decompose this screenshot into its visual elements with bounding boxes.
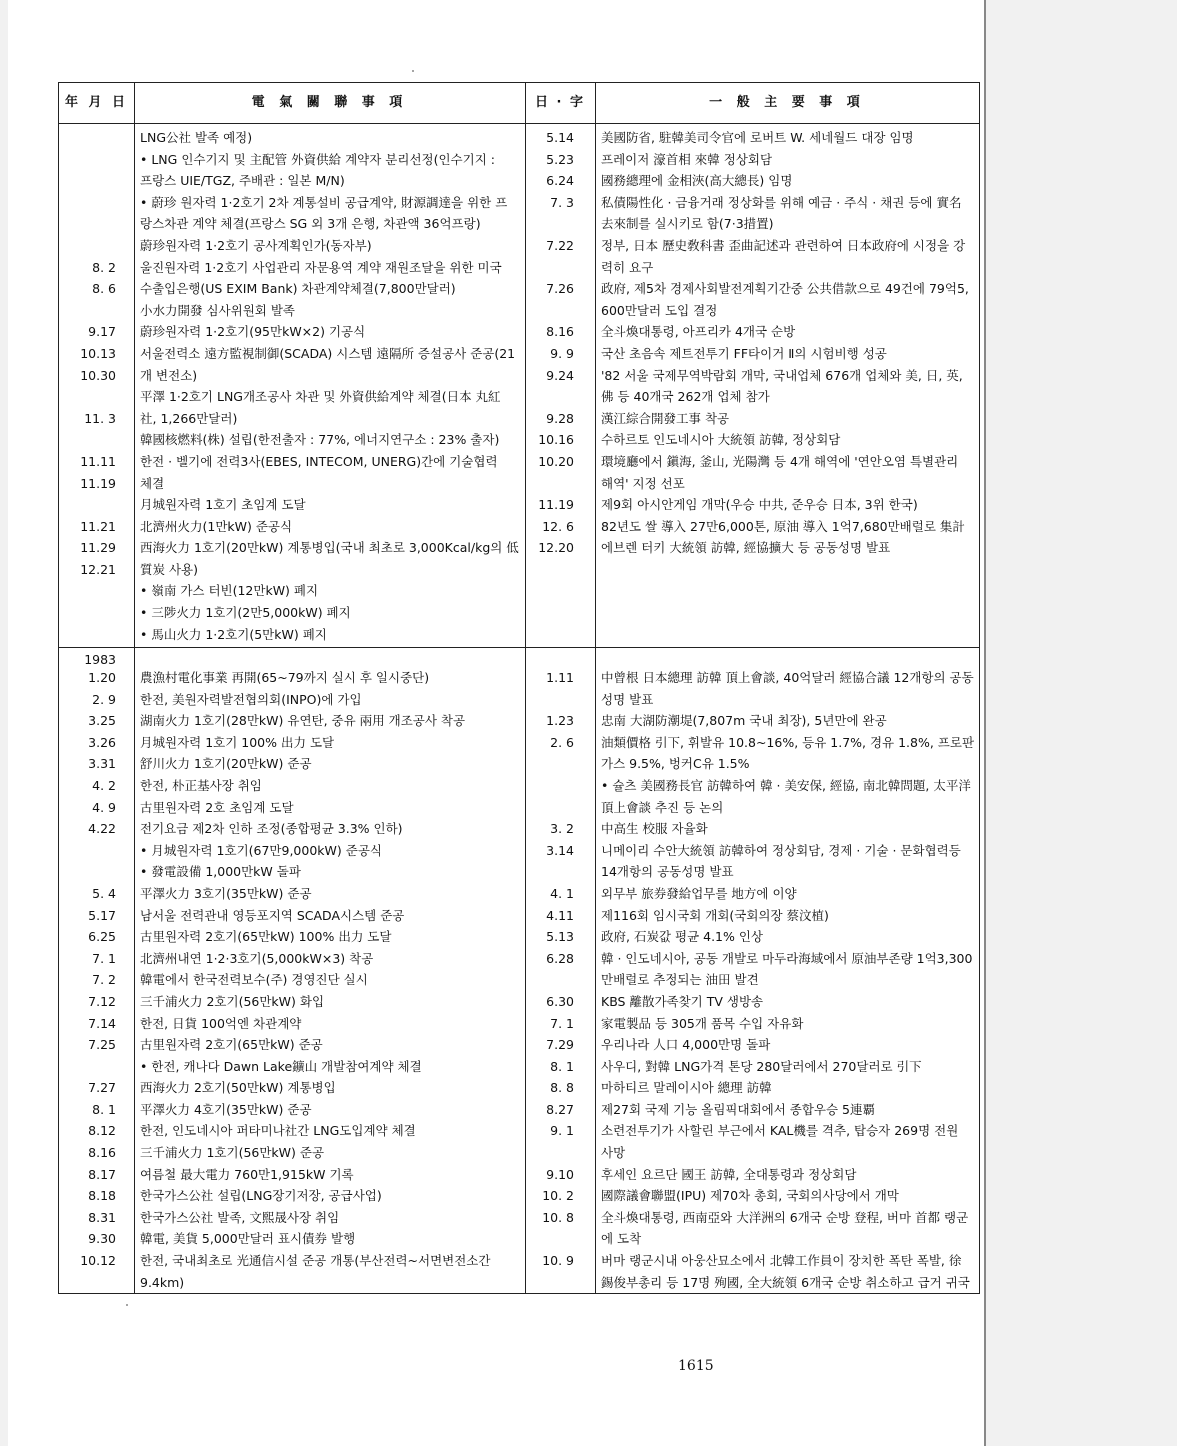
- text-line: 8. 1: [550, 1058, 574, 1074]
- text-line: 에 도착: [601, 1231, 642, 1247]
- text-line: [59, 149, 116, 171]
- text-line: [525, 386, 574, 408]
- section2-general-events: [601, 667, 979, 1293]
- text-line: 7.27: [88, 1080, 116, 1096]
- text-line: 北濟州내연 1·2·3호기(5,000kW×3) 착공: [140, 950, 374, 966]
- text-line: 3.26: [88, 734, 116, 750]
- text-line: 에브렌 터키 大統領 訪韓, 經協擴大 등 공동성명 발표: [601, 540, 891, 556]
- text-line: 9.10: [546, 1166, 574, 1182]
- text-line: 北濟州火力(1만kW) 준공식: [140, 518, 293, 534]
- text-line: 9. 9: [550, 345, 574, 361]
- text-line: 去來制를 실시키로 함(7·3措置): [601, 216, 774, 232]
- text-line: 國務總理에 金相浹(高大總長) 임명: [601, 173, 793, 189]
- text-line: 가스 9.5%, 벙커C유 1.5%: [601, 756, 750, 772]
- text-line: 5.14: [546, 130, 574, 145]
- text-line: 小水力開發 심사위원회 발족: [140, 302, 295, 318]
- text-line: [525, 1142, 574, 1164]
- text-line: 西海火力 2호기(50만kW) 계통병입: [140, 1080, 336, 1096]
- text-line: 여름철 最大電力 760만1,915kW 기록: [140, 1166, 354, 1182]
- text-line: 한국가스公社 설립(LNG장기저장, 공급사업): [140, 1188, 382, 1204]
- text-line: 8.31: [88, 1209, 116, 1225]
- text-line: 2. 6: [550, 734, 574, 750]
- text-line: 佛 등 40개국 262개 업체 참가: [601, 389, 770, 405]
- text-line: [59, 300, 116, 322]
- text-line: 9. 1: [550, 1123, 574, 1139]
- text-line: [59, 1272, 116, 1294]
- text-line: 11.29: [80, 540, 116, 556]
- text-line: 8.12: [88, 1123, 116, 1139]
- text-line: 4. 1: [550, 885, 574, 901]
- text-line: 7.22: [546, 237, 574, 253]
- text-line: [59, 213, 116, 235]
- text-line: 忠南 大湖防潮堤(7,807m 국내 최장), 5년만에 완공: [601, 713, 887, 729]
- text-line: 프레이저 濠首相 來韓 정상회담: [601, 151, 773, 167]
- text-line: 프랑스 UIE/TGZ, 주배관 : 일본 M/N): [140, 173, 345, 189]
- text-line: 7. 1: [92, 950, 116, 966]
- text-line: 政府, 제5차 경제사회발전계획기간중 公共借款으로 49건에 79억5,: [601, 281, 969, 297]
- text-line: 4. 2: [92, 777, 116, 793]
- text-line: 古里원자력 2호기(65만kW) 100% 出力 도달: [140, 929, 392, 945]
- text-line: 古里원자력 2호 초임계 도달: [140, 799, 294, 815]
- text-line: 三千浦火力 1호기(56만kW) 준공: [140, 1145, 325, 1161]
- text-line: 7.26: [546, 281, 574, 297]
- text-line: 西海火力 1호기(20만kW) 계통병입(국내 최초로 3,000Kcal/kg의 低: [140, 540, 519, 556]
- text-line: [525, 753, 574, 775]
- text-line: 8.16: [88, 1145, 116, 1161]
- text-line: 만배럴로 추정되는 油田 발견: [601, 972, 759, 988]
- text-line: [525, 1228, 574, 1250]
- text-line: 랑스차관 계약 체결(프랑스 SG 외 3개 은행, 차관액 36억프랑): [140, 216, 481, 232]
- section2-electric-events: [140, 667, 525, 1293]
- text-line: 韓電, 美貨 5,000만달러 표시債券 발행: [140, 1231, 356, 1247]
- text-line: 마하티르 말레이시아 總理 訪韓: [601, 1080, 772, 1096]
- text-line: 10.12: [80, 1253, 116, 1269]
- text-line: 12.21: [80, 561, 116, 577]
- text-line: 8.17: [88, 1166, 116, 1182]
- text-line: [59, 840, 116, 862]
- text-line: 7. 1: [550, 1015, 574, 1031]
- text-line: • 發電設備 1,000만kW 돌파: [140, 864, 301, 880]
- text-line: 8. 2: [92, 259, 116, 275]
- text-line: • 馬山火力 1·2호기(5만kW) 폐지: [140, 626, 327, 642]
- text-line: 3. 2: [550, 821, 574, 837]
- text-line: 사망: [601, 1145, 626, 1161]
- text-line: 개 변전소): [140, 367, 198, 383]
- text-line: 한국가스公社 발족, 文熙晟사장 취임: [140, 1209, 340, 1225]
- text-line: 체결: [140, 475, 165, 491]
- text-line: 9.4km): [140, 1274, 185, 1290]
- text-line: [59, 602, 116, 624]
- text-line: • 한전, 캐나다 Dawn Lake鑛山 개발참여계약 체결: [140, 1058, 422, 1074]
- text-line: 4. 9: [92, 799, 116, 815]
- text-line: 전기요금 제2차 인하 조정(종합평균 3.3% 인하): [140, 821, 403, 837]
- text-line: 력히 요구: [601, 259, 654, 275]
- text-line: 제27회 국제 기능 올림픽대회에서 종합우승 5連覇: [601, 1101, 876, 1117]
- page-number: 1615: [678, 1358, 714, 1374]
- text-line: 舒川火力 1호기(20만kW) 준공: [140, 756, 312, 772]
- section1-general-events: [601, 127, 979, 645]
- text-line: 3.25: [88, 713, 116, 729]
- text-line: [59, 494, 116, 516]
- text-line: [525, 797, 574, 819]
- text-line: 82년도 쌀 導入 27만6,000톤, 原油 導入 1억7,680만배럴로 集計: [601, 518, 965, 534]
- text-line: [59, 235, 116, 257]
- text-line: 5.13: [546, 929, 574, 945]
- text-line: 2. 9: [92, 691, 116, 707]
- text-line: 12.20: [538, 540, 574, 556]
- text-line: 8.16: [546, 324, 574, 340]
- section1-days: [525, 127, 595, 645]
- section1-electric-events: [140, 127, 525, 645]
- text-line: 한전, 日貨 100억엔 차관계약: [140, 1015, 302, 1031]
- text-line: 8. 6: [92, 281, 116, 297]
- text-line: 8. 8: [550, 1080, 574, 1096]
- text-line: 社, 1,266만달러): [140, 410, 238, 426]
- text-line: [525, 602, 574, 624]
- text-line: • 嶺南 가스 터빈(12만kW) 폐지: [140, 583, 319, 599]
- text-line: 9.17: [88, 324, 116, 340]
- text-line: 平澤火力 4호기(35만kW) 준공: [140, 1101, 312, 1117]
- text-line: 環境廳에서 鎭海, 釜山, 光陽灣 등 4개 해역에 '연안오염 특별관리: [601, 453, 959, 469]
- text-line: 국산 초음속 제트전투기 FF타이거 Ⅱ의 시험비행 성공: [601, 345, 887, 361]
- text-line: 한전, 美원자력발전협의회(INPO)에 가입: [140, 691, 362, 707]
- text-line: 5.23: [546, 151, 574, 167]
- text-line: 韓 · 인도네시아, 공동 개발로 마두라海域에서 原油부존량 1억3,300: [601, 950, 973, 966]
- text-line: 平澤火力 3호기(35만kW) 준공: [140, 885, 312, 901]
- text-line: 버마 랭군시내 아웅산묘소에서 北韓工作員이 장치한 폭탄 폭발, 徐: [601, 1253, 962, 1269]
- text-line: 후세인 요르단 國王 訪韓, 全대통령과 정상회담: [601, 1166, 857, 1182]
- text-line: LNG公社 발족 예정): [140, 130, 253, 145]
- text-line: '82 서울 국제무역박람회 개막, 국내업체 676개 업체와 美, 日, 英,: [601, 367, 963, 383]
- text-line: 三千浦火力 2호기(56만kW) 화입: [140, 993, 325, 1009]
- text-line: 10. 2: [542, 1188, 574, 1204]
- text-line: 1.23: [546, 713, 574, 729]
- text-line: [525, 580, 574, 602]
- text-line: 漢江綜合開發工事 착공: [601, 410, 730, 426]
- text-line: 頂上會談 추진 등 논의: [601, 799, 724, 815]
- text-line: 10.13: [80, 345, 116, 361]
- text-line: 4.22: [88, 821, 116, 837]
- text-line: 1.11: [546, 670, 574, 685]
- text-line: 7.12: [88, 993, 116, 1009]
- text-line: 소련전투기가 사할린 부근에서 KAL機를 격추, 탑승자 269명 전원: [601, 1123, 959, 1139]
- text-line: [525, 213, 574, 235]
- text-line: 9.30: [88, 1231, 116, 1247]
- text-line: [59, 386, 116, 408]
- text-line: 11.21: [80, 518, 116, 534]
- text-line: 私債陽性化 · 금융거래 정상화를 위해 예금 · 주식 · 채권 등에 實名: [601, 194, 962, 210]
- text-line: 해역' 지정 선포: [601, 475, 685, 491]
- text-line: 14개항의 공동성명 발표: [601, 864, 734, 880]
- text-line: [525, 257, 574, 279]
- text-line: 한전, 인도네시아 퍼타미나社간 LNG도입계약 체결: [140, 1123, 416, 1139]
- text-line: 성명 발표: [601, 691, 654, 707]
- chronology-table: [58, 82, 980, 1294]
- text-line: 7. 2: [92, 972, 116, 988]
- text-line: 質炭 사용): [140, 561, 199, 577]
- text-line: KBS 離散가족찾기 TV 생방송: [601, 993, 764, 1009]
- text-line: [601, 580, 979, 602]
- text-line: [59, 192, 116, 214]
- text-line: • LNG 인수기지 및 主配管 外資供給 계약자 분리선정(인수기지 :: [140, 151, 495, 167]
- text-line: 油類價格 引下, 휘발유 10.8~16%, 등유 1.7%, 경유 1.8%, 프로판: [601, 734, 975, 750]
- header-date: 年 月 日: [64, 95, 129, 110]
- text-line: 4.11: [546, 907, 574, 923]
- text-line: 中高生 校服 자율화: [601, 821, 708, 837]
- text-line: 7.29: [546, 1037, 574, 1053]
- section2-dates: [59, 667, 134, 1293]
- text-line: 9.28: [546, 410, 574, 426]
- document-page: [8, 0, 986, 1446]
- text-line: 月城원자력 1호기 100% 出力 도달: [140, 734, 335, 750]
- text-line: 6.30: [546, 993, 574, 1009]
- text-line: [59, 861, 116, 883]
- header-general: 一 般 主 要 事 項: [709, 95, 865, 110]
- text-line: 中曾根 日本總理 訪韓 頂上會談, 40억달러 經協合議 12개항의 공동: [601, 670, 974, 685]
- text-line: 한전, 朴正基사장 취임: [140, 777, 262, 793]
- text-line: [525, 624, 574, 646]
- text-line: 12. 6: [542, 518, 574, 534]
- header-electric: 電 氣 關 聯 事 項: [251, 95, 408, 110]
- text-line: 5. 4: [92, 885, 116, 901]
- text-line: 全斗煥대통령, 西南亞와 大洋洲의 6개국 순방 登程, 버마 首都 랭군: [601, 1209, 969, 1225]
- text-line: 6.28: [546, 950, 574, 966]
- text-line: 한전, 국내최초로 光通信시설 준공 개통(부산전력~서면변전소간: [140, 1253, 491, 1269]
- text-line: • 蔚珍 원자력 1·2호기 2차 계통설비 공급계약, 財源調達을 위한 프: [140, 194, 508, 210]
- text-line: 1.20: [88, 670, 116, 685]
- text-line: • 月城원자력 1호기(67만9,000kW) 준공식: [140, 842, 382, 858]
- text-line: [525, 1272, 574, 1294]
- text-line: • 三陟火力 1호기(2만5,000kW) 폐지: [140, 605, 351, 621]
- header-day: 日 · 字: [535, 95, 585, 110]
- text-line: 남서울 전력관내 영등포지역 SCADA시스템 준공: [140, 907, 405, 923]
- text-line: 제9회 아시안게임 개막(우승 中共, 준우승 日本, 3위 한국): [601, 497, 918, 513]
- text-line: 7.14: [88, 1015, 116, 1031]
- text-line: 600만달러 도입 결정: [601, 302, 718, 318]
- text-line: 古里원자력 2호기(65만kW) 준공: [140, 1037, 323, 1053]
- section2-days: [525, 667, 595, 1293]
- text-line: 9.24: [546, 367, 574, 383]
- text-line: 제116회 임시국회 개회(국회의장 蔡汶植): [601, 907, 829, 923]
- text-line: 정부, 日本 歷史敎科書 歪曲記述과 관련하여 日本政府에 시정을 강: [601, 237, 966, 253]
- text-line: 11. 3: [84, 410, 116, 426]
- text-line: 韓國核燃料(株) 설립(한전출자 : 77%, 에너지연구소 : 23% 출자): [140, 432, 500, 448]
- text-line: 3.14: [546, 842, 574, 858]
- text-line: [601, 559, 979, 581]
- section1-dates: [59, 127, 134, 645]
- text-line: 蔚珍원자력 1·2호기(95만kW×2) 기공식: [140, 324, 366, 340]
- text-line: 11.11: [80, 453, 116, 469]
- text-line: [59, 580, 116, 602]
- text-line: 수출입은행(US EXIM Bank) 차관계약체결(7,800만달러): [140, 281, 456, 297]
- text-line: [525, 861, 574, 883]
- text-line: 錫俊부총리 등 17명 殉國, 全大統領 6개국 순방 취소하고 급거 귀국: [601, 1274, 970, 1290]
- text-line: 외무부 旅券發給업무를 地方에 이양: [601, 885, 797, 901]
- text-line: 7. 3: [550, 194, 574, 210]
- text-line: 國際議會聯盟(IPU) 제70차 총회, 국회의사당에서 개막: [601, 1188, 899, 1204]
- text-line: 8.18: [88, 1188, 116, 1204]
- text-line: [525, 969, 574, 991]
- text-line: 10. 9: [542, 1253, 574, 1269]
- section2-year: 1983: [84, 652, 116, 667]
- text-line: 蔚珍원자력 1·2호기 공사계획인가(동자부): [140, 237, 372, 253]
- text-line: [525, 559, 574, 581]
- text-line: 니메이리 수안大統領 訪韓하여 정상회담, 경제 · 기술 · 문화협력등: [601, 842, 961, 858]
- text-line: 美國防省, 駐韓美司令官에 로버트 W. 세네월드 대장 임명: [601, 130, 914, 145]
- text-line: 10. 8: [542, 1209, 574, 1225]
- text-line: 한전 · 벨기에 전력3사(EBES, INTECOM, UNERG)간에 기술협력: [140, 453, 498, 469]
- text-line: [601, 624, 979, 646]
- text-line: 수하르토 인도네시아 大統領 訪韓, 정상회담: [601, 432, 841, 448]
- text-line: [59, 170, 116, 192]
- text-line: 사우디, 對韓 LNG가격 톤당 280달러에서 270달러로 引下: [601, 1058, 922, 1074]
- text-line: [601, 602, 979, 624]
- text-line: 韓電에서 한국전력보수(주) 경영진단 실시: [140, 972, 368, 988]
- text-line: 11.19: [80, 475, 116, 491]
- text-line: [525, 473, 574, 495]
- text-line: [525, 775, 574, 797]
- text-line: 湖南火力 1호기(28만kW) 유연탄, 중유 兩用 개조공사 착공: [140, 713, 466, 729]
- text-line: [59, 429, 116, 451]
- text-line: 月城원자력 1호기 초임계 도달: [140, 497, 306, 513]
- text-line: 5.17: [88, 907, 116, 923]
- text-line: [59, 1056, 116, 1078]
- text-line: 서울전력소 遠方監視制御(SCADA) 시스템 遠隔所 증설공사 준공(21: [140, 345, 516, 361]
- text-line: • 슐츠 美國務長官 訪韓하여 韓 · 美安保, 經協, 南北韓問題, 太平洋: [601, 777, 971, 793]
- text-line: [525, 300, 574, 322]
- text-line: 6.24: [546, 173, 574, 189]
- text-line: 7.25: [88, 1037, 116, 1053]
- text-line: 8.27: [546, 1101, 574, 1117]
- text-line: 울진원자력 1·2호기 사업관리 자문용역 계약 재원조달을 위한 미국: [140, 259, 502, 275]
- text-line: 家電製品 등 305개 품목 수입 자유화: [601, 1015, 804, 1031]
- text-line: [59, 127, 116, 149]
- text-line: 全斗煥대통령, 아프리카 4개국 순방: [601, 324, 796, 340]
- text-line: [525, 689, 574, 711]
- text-line: 農漁村電化事業 再開(65~79까지 실시 후 일시중단): [140, 670, 430, 685]
- text-line: 8. 1: [92, 1101, 116, 1117]
- text-line: 政府, 石炭값 평균 4.1% 인상: [601, 929, 763, 945]
- text-line: 平澤 1·2호기 LNG개조공사 차관 및 外資供給계약 체결(日本 丸紅: [140, 389, 501, 405]
- text-line: 11.19: [538, 497, 574, 513]
- text-line: 10.16: [538, 432, 574, 448]
- text-line: 10.30: [80, 367, 116, 383]
- text-line: 6.25: [88, 929, 116, 945]
- text-line: 10.20: [538, 453, 574, 469]
- text-line: 3.31: [88, 756, 116, 772]
- text-line: [59, 624, 116, 646]
- text-line: 우리나라 人口 4,000만명 돌파: [601, 1037, 771, 1053]
